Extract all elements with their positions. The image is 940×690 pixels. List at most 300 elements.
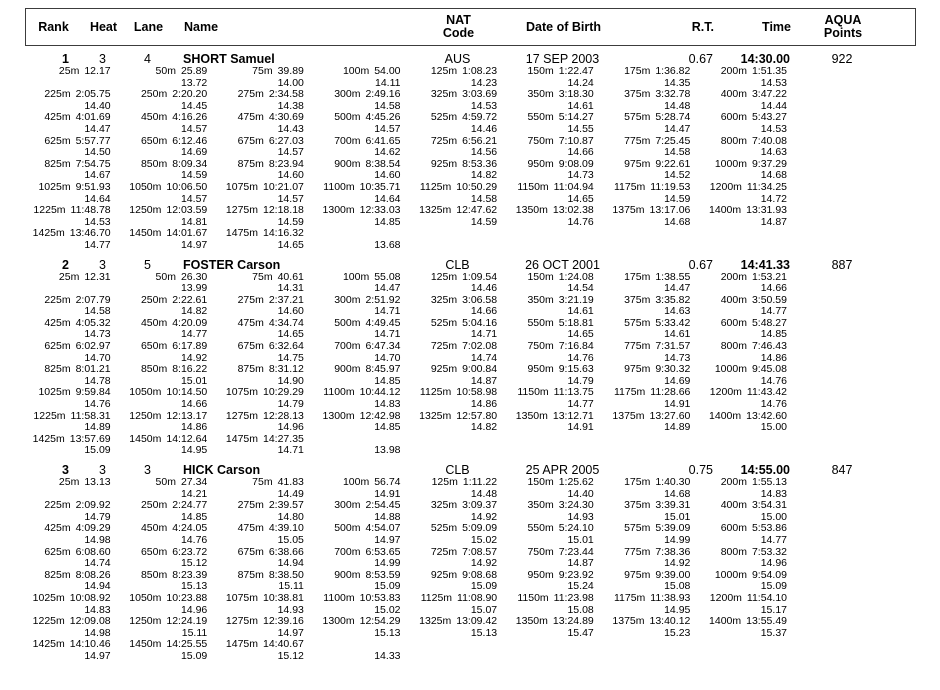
split-cumulative-time: 11:54.10 <box>746 591 787 604</box>
split-cumulative-line <box>594 182 691 194</box>
split-cumulative-time: 6:56.21 <box>462 134 498 147</box>
split-distance-label: 725m <box>430 134 458 147</box>
split-lap-time: 14.79 <box>277 398 304 411</box>
split-lap-time: 14.68 <box>664 215 691 228</box>
split-lap-time: 14.69 <box>664 374 691 387</box>
split-cell <box>207 616 304 639</box>
split-distance-label: 175m <box>624 476 651 488</box>
splits-grid <box>14 477 787 663</box>
split-lap-time: 15.09 <box>374 580 401 593</box>
split-cell <box>111 434 208 457</box>
split-cumulative-time: 11:23.98 <box>553 591 594 604</box>
split-lap-time: 14.47 <box>84 122 111 135</box>
split-distance-label: 525m <box>430 522 458 535</box>
split-cumulative-time: 12:54.29 <box>359 615 401 628</box>
split-distance-label: 1225m <box>33 204 66 217</box>
split-cell <box>111 89 208 112</box>
split-cumulative-time: 3:47.22 <box>751 88 787 101</box>
split-lap-time: 14.66 <box>760 282 787 295</box>
split-distance-label: 1200m <box>709 386 742 399</box>
split-distance-label: 1175m <box>613 180 646 193</box>
split-cell <box>207 66 304 89</box>
split-cumulative-time: 8:16.22 <box>172 363 208 376</box>
split-distance-label: 275m <box>237 499 264 512</box>
split-distance-label: 1475m <box>225 638 258 651</box>
split-cell <box>497 205 594 228</box>
split-distance-label: 75m <box>252 476 273 488</box>
split-distance-label: 400m <box>720 499 747 512</box>
split-distance-label: 1350m <box>515 615 548 628</box>
split-lap-time: 14.77 <box>180 328 208 341</box>
split-cumulative-time: 7:08.57 <box>462 545 498 558</box>
split-lap-time: 14.76 <box>567 215 594 228</box>
split-cell <box>497 182 594 205</box>
split-distance-label: 200m <box>720 270 747 283</box>
split-cumulative-time: 11:38.93 <box>650 591 691 604</box>
split-cumulative-time: 7:40.08 <box>751 134 787 147</box>
split-lap-time: 14.43 <box>277 122 304 135</box>
split-cell <box>594 616 691 639</box>
split-distance-label: 775m <box>624 134 651 147</box>
split-distance-label: 100m <box>342 270 370 283</box>
split-cell <box>304 295 401 318</box>
split-distance-label: 225m <box>44 88 71 101</box>
split-distance-label: 300m <box>334 499 361 512</box>
split-lap-time: 14.38 <box>277 99 304 112</box>
split-row <box>14 318 787 341</box>
split-cell <box>401 570 498 593</box>
split-cell <box>207 89 304 112</box>
split-cumulative-time: 8:23.39 <box>172 568 208 581</box>
split-cumulative-time: 7:16.84 <box>558 340 594 353</box>
split-cumulative-time: 4:09.29 <box>75 522 111 535</box>
split-distance-label: 825m <box>44 568 71 581</box>
split-cumulative-time: 7:31.57 <box>655 340 691 353</box>
split-lap-time: 14.79 <box>567 374 594 387</box>
split-cumulative-time: 14:10.46 <box>69 638 111 651</box>
split-distance-label: 600m <box>720 316 747 329</box>
split-distance-label: 1225m <box>33 409 66 422</box>
split-distance-label: 1025m <box>32 591 65 604</box>
split-cumulative-time: 9:54.09 <box>751 568 787 581</box>
split-lap-time: 14.74 <box>470 351 498 364</box>
split-lap-time: 14.73 <box>664 351 691 364</box>
split-lap-time: 15.23 <box>664 626 691 639</box>
split-cell <box>14 616 111 639</box>
split-cell <box>594 182 691 205</box>
split-cumulative-line <box>14 66 111 78</box>
split-cell <box>497 364 594 387</box>
split-cumulative-time: 12:33.03 <box>359 204 401 217</box>
split-cumulative-time: 5:18.81 <box>558 316 594 329</box>
split-cell <box>594 411 691 434</box>
split-distance-label: 1325m <box>419 615 452 628</box>
split-cumulative-time: 9:15.63 <box>558 363 594 376</box>
split-cell <box>14 523 111 546</box>
split-cumulative-time: 2:05.75 <box>75 88 111 101</box>
split-cell <box>304 364 401 387</box>
split-cell <box>304 387 401 410</box>
split-distance-label: 900m <box>334 157 361 170</box>
split-lap-time: 14.73 <box>567 169 594 182</box>
split-row <box>14 341 787 364</box>
split-lap-time: 14.96 <box>760 557 787 570</box>
split-cell <box>14 318 111 341</box>
split-cell <box>401 112 498 135</box>
split-distance-label: 625m <box>44 134 71 147</box>
split-lap-time: 14.63 <box>760 146 787 159</box>
split-distance-label: 100m <box>342 65 370 77</box>
split-distance-label: 1325m <box>419 204 452 217</box>
split-distance-label: 875m <box>237 363 264 376</box>
split-row <box>14 523 787 546</box>
split-distance-label: 600m <box>720 522 747 535</box>
split-lap-time: 14.79 <box>84 510 111 523</box>
split-cell <box>14 205 111 228</box>
split-lap-time: 14.91 <box>374 487 401 500</box>
split-distance-label: 650m <box>140 134 168 147</box>
split-cell <box>401 182 498 205</box>
split-distance-label: 1125m <box>420 591 453 604</box>
split-cumulative-time: 12:03.59 <box>166 204 208 217</box>
split-cell <box>497 295 594 318</box>
split-cumulative-time: 11:19.53 <box>650 180 691 193</box>
split-cell <box>111 477 208 500</box>
split-distance-label: 500m <box>334 522 361 535</box>
split-cell <box>304 434 401 457</box>
split-cumulative-time: 13:27.60 <box>649 409 691 422</box>
split-distance-label: 1275m <box>225 409 258 422</box>
split-row <box>14 136 787 159</box>
split-cumulative-line <box>594 66 691 78</box>
split-cell <box>304 639 401 662</box>
split-lap-time: 14.23 <box>470 76 498 89</box>
split-distance-label: 1075m <box>225 386 258 399</box>
split-lap-time: 15.09 <box>84 444 111 457</box>
split-lap-time: 15.47 <box>567 626 594 639</box>
split-lap-time: 14.80 <box>277 510 304 523</box>
split-cell <box>690 547 787 570</box>
swimmer-aqua-points: 847 <box>831 463 853 477</box>
split-lap-time: 14.71 <box>374 305 401 318</box>
header-aqua-points <box>791 14 915 40</box>
split-cell <box>497 89 594 112</box>
split-distance-label: 450m <box>140 522 168 535</box>
split-distance-label: 700m <box>334 545 361 558</box>
split-distance-label: 1225m <box>32 615 65 628</box>
split-cumulative-time: 10:08.92 <box>69 591 111 604</box>
split-lap-time: 14.65 <box>277 328 304 341</box>
split-cell <box>111 228 208 251</box>
split-cumulative-time: 13:55.49 <box>746 615 787 628</box>
split-distance-label: 250m <box>140 88 168 101</box>
split-cumulative-line <box>401 205 498 217</box>
split-distance-label: 1450m <box>129 227 162 240</box>
split-row <box>14 434 787 457</box>
split-cell <box>14 66 111 89</box>
split-cumulative-time: 8:01.21 <box>75 363 111 376</box>
split-cell <box>304 136 401 159</box>
split-cell <box>111 500 208 523</box>
split-cumulative-line <box>14 616 111 628</box>
split-lap-time: 14.11 <box>375 76 401 89</box>
split-cumulative-line <box>690 341 787 353</box>
split-lap-time: 14.94 <box>84 580 111 593</box>
split-cumulative-time: 4:30.69 <box>268 111 304 124</box>
split-distance-label: 375m <box>624 499 651 512</box>
split-cell <box>111 364 208 387</box>
split-lap-time: 14.70 <box>374 351 401 364</box>
split-cell <box>14 295 111 318</box>
split-distance-label: 1300m <box>322 615 355 628</box>
split-cumulative-time: 3:54.31 <box>751 499 787 512</box>
split-lap-time: 15.13 <box>470 626 498 639</box>
split-cell <box>497 112 594 135</box>
split-cell <box>304 318 401 341</box>
split-lap-time: 14.88 <box>374 510 401 523</box>
split-cumulative-time: 12:18.18 <box>263 204 304 217</box>
split-row <box>14 570 787 593</box>
split-lap-time: 14.45 <box>180 99 208 112</box>
split-lap-time: 14.65 <box>567 192 594 205</box>
split-distance-label: 825m <box>44 363 71 376</box>
split-lap-time: 14.47 <box>374 282 401 295</box>
split-cell <box>497 136 594 159</box>
swimmer-summary-row <box>25 46 916 66</box>
split-cumulative-time: 9:37.29 <box>751 157 787 170</box>
split-lap-time: 14.90 <box>277 374 304 387</box>
split-cumulative-line <box>304 182 401 194</box>
split-cumulative-time: 2:09.92 <box>75 499 111 512</box>
split-cell <box>111 523 208 546</box>
split-distance-label: 975m <box>624 157 651 170</box>
split-cell <box>207 228 304 251</box>
split-cumulative-time: 7:02.08 <box>462 340 498 353</box>
split-cumulative-time: 8:53.36 <box>462 157 498 170</box>
split-cumulative-time: 10:38.81 <box>263 591 304 604</box>
split-distance-label: 575m <box>624 316 651 329</box>
split-lap-time: 14.64 <box>374 192 401 205</box>
split-cumulative-time: 5:43.27 <box>751 111 787 124</box>
split-distance-label: 350m <box>527 499 554 512</box>
split-lap-time: 14.85 <box>374 215 401 228</box>
split-cell <box>111 411 208 434</box>
swimmer-lane: 4 <box>144 52 151 66</box>
split-lap-time: 14.93 <box>277 603 304 616</box>
split-cumulative-line <box>401 616 498 628</box>
split-lap-time: 15.08 <box>664 580 691 593</box>
split-lap-time: 13.68 <box>374 238 401 251</box>
split-cumulative-line <box>111 66 208 78</box>
split-lap-time: 15.09 <box>470 580 498 593</box>
split-row <box>14 411 787 434</box>
split-cumulative-time: 8:53.59 <box>365 568 401 581</box>
split-distance-label: 575m <box>624 522 651 535</box>
split-lap-time: 14.99 <box>664 533 691 546</box>
split-distance-label: 300m <box>334 88 361 101</box>
split-cell <box>304 89 401 112</box>
split-lap-time: 14.89 <box>84 421 111 434</box>
split-cell <box>304 228 401 251</box>
split-cumulative-time: 13:02.38 <box>552 204 594 217</box>
split-cell <box>401 547 498 570</box>
split-cumulative-line <box>111 205 208 217</box>
split-cell <box>690 272 787 295</box>
split-lap-time: 14.95 <box>664 603 691 616</box>
split-cumulative-line <box>594 341 691 353</box>
swimmer-heat: 3 <box>99 463 106 477</box>
split-lap-time: 14.66 <box>470 305 498 318</box>
split-lap-time: 14.96 <box>277 421 304 434</box>
split-cumulative-time: 5:57.77 <box>75 134 111 147</box>
split-distance-label: 450m <box>140 111 168 124</box>
split-distance-label: 50m <box>155 476 176 488</box>
split-distance-label: 950m <box>527 157 554 170</box>
split-lap-time: 15.08 <box>567 603 594 616</box>
split-cumulative-time: 12:24.19 <box>166 615 208 628</box>
split-lap-time: 14.65 <box>277 238 304 251</box>
split-cumulative-line <box>207 616 304 628</box>
split-cumulative-time: 7:38.36 <box>655 545 691 558</box>
split-lap-time: 14.46 <box>470 122 498 135</box>
split-lap-time: 14.24 <box>567 76 594 89</box>
split-lap-time: 14.77 <box>567 398 594 411</box>
split-lap-time: 14.76 <box>180 533 208 546</box>
header-time: Time <box>762 20 791 34</box>
split-cumulative-time: 6:23.72 <box>172 545 208 558</box>
split-distance-label: 1050m <box>129 591 162 604</box>
split-cell <box>111 159 208 182</box>
split-row <box>14 364 787 387</box>
swimmer-aqua-points: 887 <box>831 257 853 272</box>
split-cell <box>690 341 787 364</box>
swimmer-final-time: 14:55.00 <box>740 463 790 477</box>
split-cumulative-time: 2:49.16 <box>365 88 401 101</box>
split-cell <box>497 593 594 616</box>
split-distance-label: 950m <box>527 363 554 376</box>
split-cell <box>401 477 498 500</box>
split-lap-time: 14.57 <box>180 122 208 135</box>
split-lap-time: 15.00 <box>760 421 787 434</box>
split-cumulative-time: 13:57.69 <box>69 432 111 445</box>
split-distance-label: 1475m <box>225 227 258 240</box>
split-cell <box>690 89 787 112</box>
split-cell <box>690 159 787 182</box>
swimmer-date-of-birth: 17 SEP 2003 <box>525 52 600 66</box>
split-cell <box>207 136 304 159</box>
split-cell <box>111 66 208 89</box>
split-cumulative-line <box>497 477 594 489</box>
split-distance-label: 1000m <box>714 363 747 376</box>
split-lap-time: 14.61 <box>567 305 594 318</box>
split-cell <box>14 136 111 159</box>
split-lap-time: 14.63 <box>664 305 691 318</box>
split-cell <box>304 547 401 570</box>
swimmer-summary-row <box>25 457 916 477</box>
split-cumulative-time: 13:24.89 <box>552 615 594 628</box>
split-cell <box>14 434 111 457</box>
split-cumulative-time: 2:39.57 <box>268 499 304 512</box>
split-cell <box>111 272 208 295</box>
split-distance-label: 525m <box>430 111 458 124</box>
split-lap-time: 14.87 <box>760 215 787 228</box>
split-distance-label: 375m <box>624 88 651 101</box>
split-lap-time: 14.47 <box>664 282 691 295</box>
split-cell <box>690 593 787 616</box>
header-date-of-birth: Date of Birth <box>526 20 601 34</box>
split-cumulative-line <box>690 593 787 605</box>
split-cumulative-time: 26.30 <box>180 270 208 283</box>
split-lap-time: 14.61 <box>567 99 594 112</box>
split-cell <box>304 272 401 295</box>
split-row <box>14 182 787 205</box>
split-cumulative-time: 9:59.84 <box>75 386 111 399</box>
split-cell <box>207 341 304 364</box>
split-distance-label: 300m <box>334 293 361 306</box>
split-cumulative-line <box>497 341 594 353</box>
split-distance-label: 500m <box>334 316 361 329</box>
split-cumulative-time: 8:23.94 <box>268 157 304 170</box>
split-cell <box>111 593 208 616</box>
split-lap-time: 14.78 <box>84 374 111 387</box>
split-cumulative-line <box>497 66 594 78</box>
split-cell <box>207 272 304 295</box>
split-row <box>14 547 787 570</box>
split-cumulative-line <box>690 616 787 628</box>
split-distance-label: 1300m <box>322 204 355 217</box>
split-distance-label: 625m <box>44 545 71 558</box>
split-cell <box>594 547 691 570</box>
split-cumulative-line <box>690 66 787 78</box>
split-cumulative-line <box>594 593 691 605</box>
header-rank: Rank <box>38 20 69 34</box>
split-cumulative-time: 14:12.64 <box>166 432 208 445</box>
split-lap-time: 15.12 <box>277 649 304 662</box>
split-cell <box>594 341 691 364</box>
split-distance-label: 1050m <box>129 386 162 399</box>
split-cumulative-time: 6:02.97 <box>75 340 111 353</box>
split-distance-label: 675m <box>237 134 264 147</box>
split-cumulative-time: 6:27.03 <box>268 134 304 147</box>
split-distance-label: 950m <box>527 568 554 581</box>
split-cumulative-time: 3:39.31 <box>655 499 691 512</box>
split-lap-time: 14.77 <box>84 238 111 251</box>
split-lap-time: 14.85 <box>180 510 208 523</box>
split-lap-time: 14.89 <box>664 421 691 434</box>
split-cumulative-time: 11:34.25 <box>746 180 787 193</box>
split-lap-time: 14.35 <box>664 76 691 89</box>
splits-grid <box>14 66 787 252</box>
split-cumulative-time: 8:38.50 <box>268 568 304 581</box>
split-cumulative-time: 9:08.68 <box>462 568 498 581</box>
split-distance-label: 1375m <box>612 615 645 628</box>
split-lap-time: 14.57 <box>277 192 304 205</box>
split-lap-time: 14.95 <box>180 444 208 457</box>
split-cumulative-time: 4:54.07 <box>365 522 401 535</box>
split-cumulative-time: 6:17.89 <box>172 340 208 353</box>
split-distance-label: 125m <box>430 270 458 283</box>
split-cell <box>207 387 304 410</box>
split-cumulative-time: 10:53.83 <box>359 591 401 604</box>
split-distance-label: 1425m <box>32 432 65 445</box>
split-cumulative-time: 3:50.59 <box>751 293 787 306</box>
split-cumulative-time: 2:20.20 <box>172 88 208 101</box>
split-cumulative-time: 14:16.32 <box>263 227 304 240</box>
split-cumulative-time: 41.83 <box>277 476 304 488</box>
split-distance-label: 800m <box>720 340 747 353</box>
split-cumulative-time: 4:59.72 <box>462 111 498 124</box>
split-cumulative-time: 4:45.26 <box>365 111 401 124</box>
